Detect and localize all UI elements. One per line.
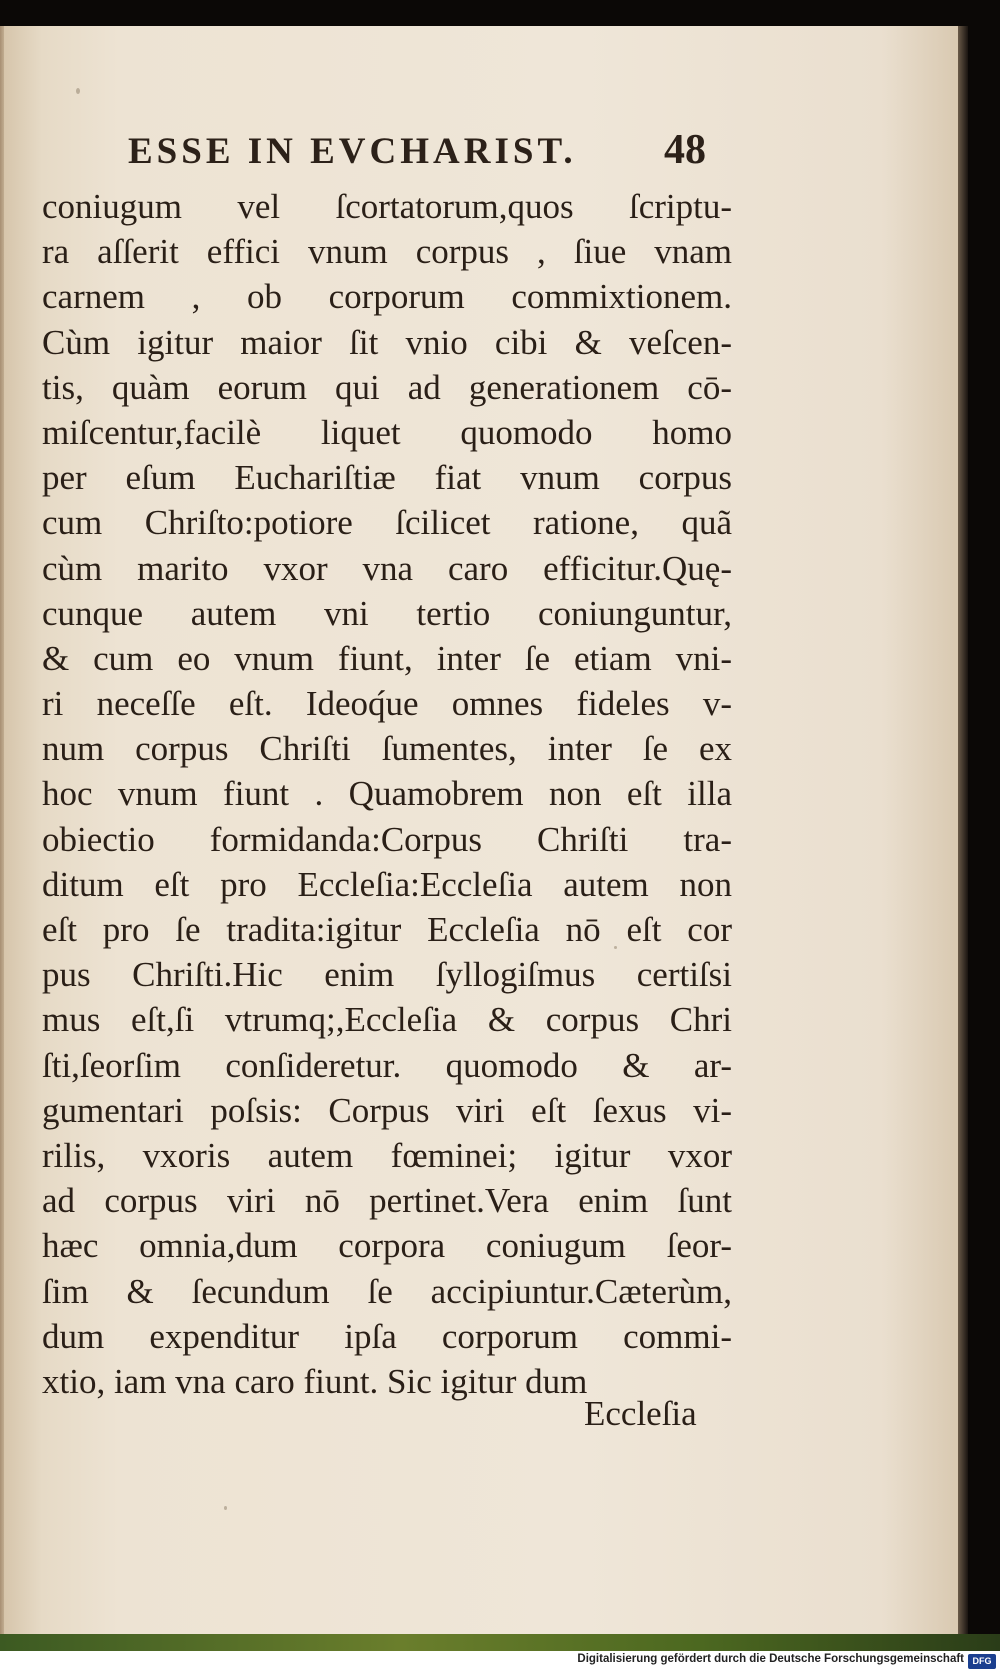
digitization-credit: Digitalisierung gefördert durch die Deutsche Forschungsgemeinschaft: [577, 1653, 964, 1665]
text-line: carnem , ob corporum commixtionem.: [42, 277, 732, 317]
text-line: xtio, iam vna caro fiunt. Sic igitur dum: [42, 1361, 588, 1401]
text-line: num corpus Chriſti ſumentes, inter ſe ex: [42, 729, 732, 769]
page-right-shadow: [958, 26, 968, 1634]
text-line: tis, quàm eorum qui ad generationem cō-: [42, 367, 732, 407]
text-line: pus Chriſti.Hic enim ſyllogiſmus certiſsi: [42, 955, 732, 995]
text-line: cunque autem vni tertio coniunguntur,: [42, 593, 732, 633]
text-line: cum Chriſto:potiore ſcilicet ratione, quã: [42, 503, 732, 543]
dfg-logo-icon: DFG: [968, 1654, 996, 1669]
page-number: 48: [664, 127, 706, 173]
text-line: & cum eo vnum fiunt, inter ſe etiam vni-: [42, 638, 732, 678]
text-line: hæc omnia,dum corpora coniugum ſeor-: [42, 1226, 732, 1266]
book-page: [4, 26, 958, 1634]
text-line: miſcentur,facilè liquet quomodo homo: [42, 412, 732, 452]
paper-fleck: [224, 1506, 227, 1510]
text-line: eſt pro ſe tradita:igitur Eccleſia nō eſt cor: [42, 910, 732, 949]
footer-bar: [0, 1651, 1000, 1673]
text-line: obiectio formidanda:Corpus Chriſti tra-: [42, 819, 732, 859]
text-line: mus eſt,ſi vtrumq;,Eccleſia & corpus Chri: [42, 1000, 732, 1040]
text-line: ſti,ſeorſim conſideretur. quomodo & ar-: [42, 1045, 732, 1085]
text-line: per eſum Euchariſtiæ fiat vnum corpus: [42, 458, 732, 498]
text-line: ad corpus viri nō pertinet.Vera enim ſunt: [42, 1181, 732, 1221]
text-line: dum expenditur ipſa corporum commi-: [42, 1316, 732, 1356]
color-calibration-strip: [0, 1634, 1000, 1651]
text-line: cùm marito vxor vna caro efficitur.Quę-: [42, 548, 732, 588]
catchword: Eccleſia: [584, 1394, 697, 1433]
paper-fleck: [76, 88, 80, 94]
body-text: [42, 184, 732, 1404]
text-line: ſim & ſecundum ſe accipiuntur.Cæterùm,: [42, 1271, 732, 1311]
text-line: ri neceſſe eſt. Ideoq́ue omnes fideles v-: [42, 684, 732, 724]
text-line: coniugum vel ſcortatorum,quos ſcriptu-: [42, 187, 732, 226]
text-line: ra aſſerit effici vnum corpus , ſiue vnam: [42, 232, 732, 272]
running-head: [4, 127, 958, 178]
text-line: hoc vnum fiunt . Quamobrem non eſt illa: [42, 774, 732, 814]
text-line: Cùm igitur maior ſit vnio cibi & veſcen-: [42, 322, 732, 362]
running-head-title: ESSE IN EVCHARIST.: [128, 131, 577, 172]
text-line: rilis, vxoris autem fœminei; igitur vxor: [42, 1135, 732, 1175]
text-line: ditum eſt pro Eccleſia:Eccleſia autem non: [42, 864, 732, 904]
text-line: gumentari poſsis: Corpus viri eſt ſexus vi-: [42, 1090, 732, 1130]
